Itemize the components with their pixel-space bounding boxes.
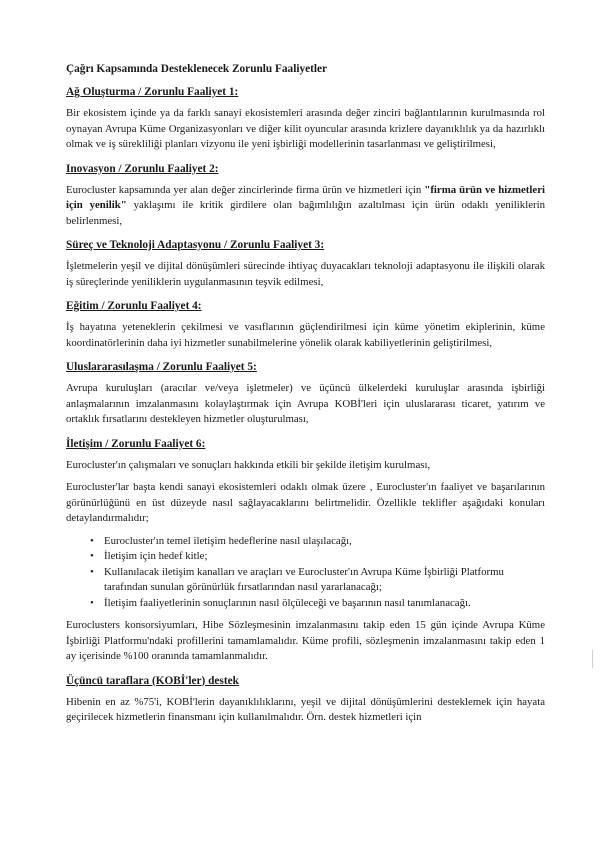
section-heading-sme-support: Üçüncü taraflara (KOBİ'ler) destek: [66, 674, 239, 687]
section-heading-network: Ağ Oluşturma / Zorunlu Faaliyet 1:: [66, 86, 239, 98]
list-item: • İletişim faaliyetlerinin sonuçlarının nasıl ölçüleceği ve başarının nasıl tanımlanacağı.: [92, 596, 545, 612]
section-text-internationalization: Avrupa kuruluşları (aracılar ve/veya işletmeler) ve üçüncü ülkelerdeki kuruluşlar arasında işbirliği anlaşmalarının imzalanmasını kolaylaştırmak için Avrupa KOBİ'leri için uluslararası ticaret, yatırım ve ortaklık fırsatlarını destekleyen hizmetler oluşturulması,: [66, 382, 545, 425]
section-text-communication-2: Eurocluster'lar başta kendi sanayi ekosistemleri odaklı olmak üzere , Eurocluster'ın faaliyet ve başarılarının görünürlüğünü en üst düzeyde nasıl sağlayacaklarını belirtmelidir. Özellikle teklifler aşağıdaki konuları detaylandırmalıdır;: [66, 481, 545, 524]
section-text-network: Bir ekosistem içinde ya da farklı sanayi ekosistemleri arasında değer zinciri bağlantılarının kurulmasında rol oynayan Avrupa Küme Organizasyonları ve diğer kilit oyuncular arasında krizlere dayanıklılık ya da hazırlıklı olmak ve iş sürekliliği planları vizyonu ile yeni işbirliği modellerinin tasarlanması ve geliştirilmesi,: [66, 107, 545, 150]
section-heading-process: Süreç ve Teknoloji Adaptasyonu / Zorunlu Faaliyet 3:: [66, 239, 325, 251]
document-title: Çağrı Kapsamında Desteklenecek Zorunlu Faaliyetler: [66, 63, 328, 75]
scan-edge-mark: [592, 650, 593, 668]
section-heading-internationalization: Uluslararasılaşma / Zorunlu Faaliyet 5:: [66, 361, 257, 373]
section-heading-innovation: Inovasyon / Zorunlu Faaliyet 2:: [66, 162, 219, 175]
section-text-innovation: [66, 183, 545, 230]
communication-bullet-list: [66, 534, 545, 612]
section-heading-communication: İletişim / Zorunlu Faaliyet 6:: [66, 437, 206, 450]
section-text-communication-1: Eurocluster'ın çalışmaları ve sonuçları hakkında etkili bir şekilde iletişim kurulması,: [66, 458, 431, 471]
innovation-text-start: Eurocluster kapsamında yer alan değer zincirlerinde firma ürün ve hizmetleri için: [66, 183, 425, 196]
list-item: • İletişim için hedef kitle;: [92, 549, 545, 565]
innovation-text-end: yaklaşımı ile kritik girdilere olan bağımlılığın azaltılması için ürün odaklı yeniliklerin belirlenmesi,: [66, 199, 545, 227]
section-text-sme-support: Hibenin en az %75'i, KOBİ'lerin dayanıklılıklarını, yeşil ve dijital dönüşümlerini desteklemek için hayata geçirilecek hizmetlerin finansmanı için kullanılmalıdır. Örn. destek hizmetleri için: [66, 695, 545, 723]
section-text-education: İş hayatına yeteneklerin çekilmesi ve vasıflarının güçlendirilmesi için küme yönetim ekiplerinin, küme koordinatörlerinin daha iyi hizmetler sunabilmelerine yönelik olarak kabiliyetlerinin geliştirilmesi,: [66, 321, 545, 349]
section-text-communication-3: Euroclusters konsorsiyumları, Hibe Sözleşmesinin imzalanmasını takip eden 15 gün içinde Avrupa Küme İşbirliği Platformu'ndaki profillerini tamamlamalıdır. Küme profili, sözleşmenin imzalanmasını takip eden 1 ay içerisinde %100 oranında tamamlanmalıdır.: [66, 619, 545, 662]
innovation-text-emphasis: "firma ürün ve hizmetleri için yenilik": [66, 183, 545, 211]
list-item: • Kullanılacak iletişim kanalları ve araçları ve Eurocluster'ın Avrupa Küme İşbirliği Platformu tarafından sunulan görünürlük fırsatlarından nasıl yararlanacağı;: [92, 565, 545, 596]
section-heading-education: Eğitim / Zorunlu Faaliyet 4:: [66, 300, 202, 312]
section-text-process: İşletmelerin yeşil ve dijital dönüşümleri sürecinde ihtiyaç duyacakları teknoloji adaptasyonu ile ilişkili olarak iş süreçlerinde yeniliklerin uygulanmasının teşvik edilmesi,: [66, 260, 545, 288]
list-item: • Eurocluster'ın temel iletişim hedeflerine nasıl ulaşılacağı,: [92, 534, 545, 550]
